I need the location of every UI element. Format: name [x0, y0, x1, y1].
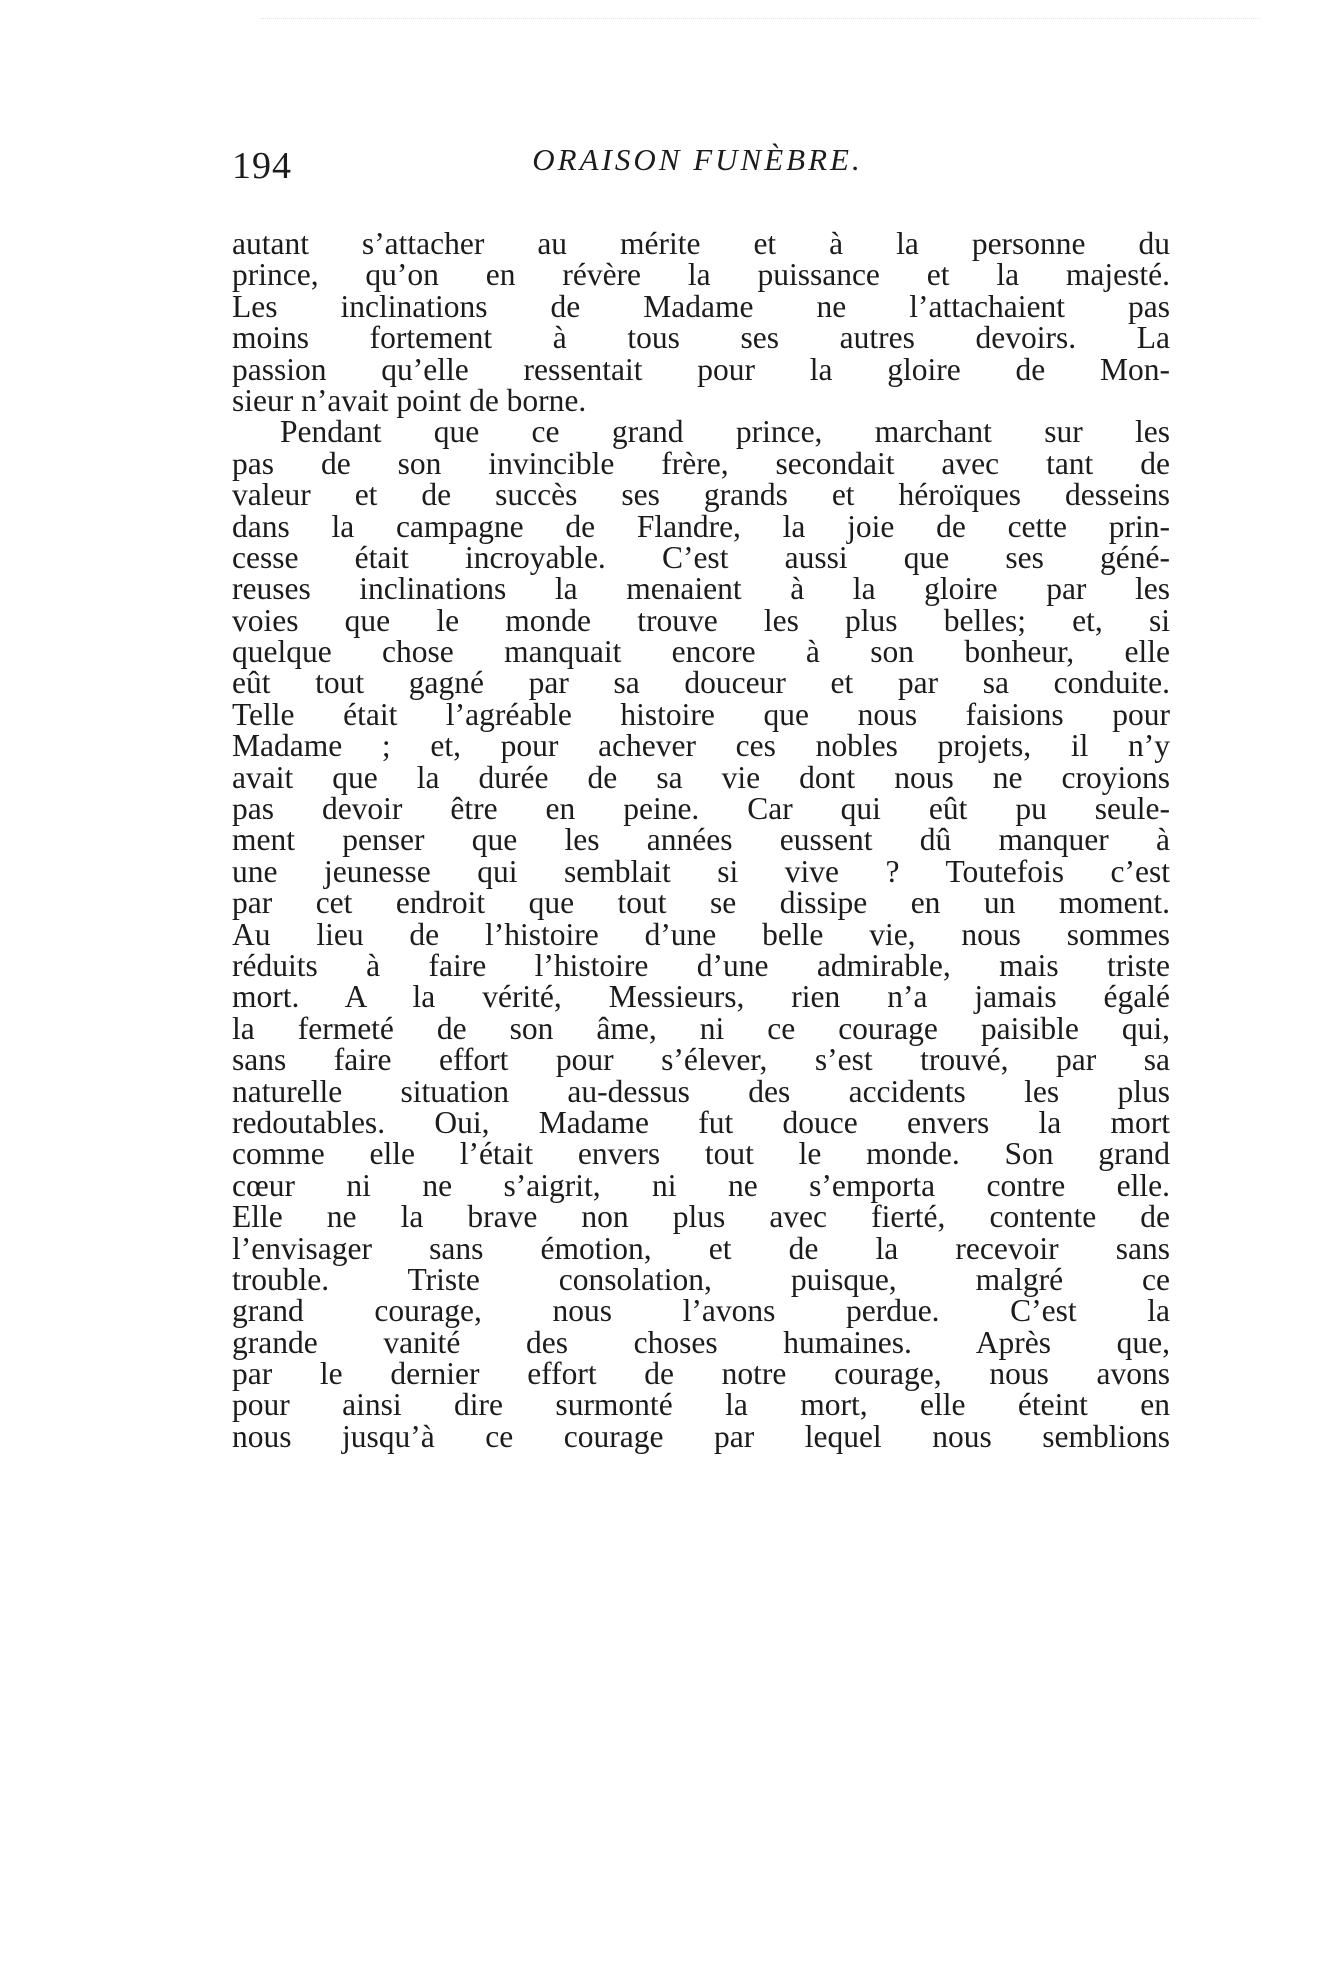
text-line: par le dernier effort de notre courage, nous avons — [232, 1356, 1170, 1392]
text-line: moins fortement à tous ses autres devoirs. La — [232, 320, 1170, 356]
text-line: Elle ne la brave non plus avec fierté, contente de — [232, 1199, 1170, 1235]
text-line: grand courage, nous l’avons perdue. C’est la — [232, 1293, 1170, 1329]
text-line: naturelle situation au-dessus des accidents les plus — [232, 1073, 1170, 1109]
text-line: autant s’attacher au mérite et à la personne du — [232, 226, 1170, 261]
running-head — [230, 138, 1165, 188]
text-line: mort. A la vérité, Messieurs, rien n’a jamais égalé — [232, 979, 1170, 1015]
scan-artifact-divider — [260, 18, 1260, 29]
text-line: voies que le monde trouve les plus belles; et, si — [232, 602, 1170, 638]
text-line: ment penser que les années eussent dû manquer à — [232, 822, 1170, 858]
text-line: Madame ; et, pour achever ces nobles projets, il n’y — [232, 728, 1170, 764]
text-line: l’envisager sans émotion, et de la recevoir sans — [232, 1230, 1170, 1266]
text-line: avait que la durée de sa vie dont nous ne croyions — [232, 759, 1170, 795]
text-line: par cet endroit que tout se dissipe en un moment. — [232, 885, 1170, 921]
text-line: quelque chose manquait encore à son bonheur, elle — [232, 634, 1170, 670]
text-line: passion qu’elle ressentait pour la gloire de Mon- — [232, 351, 1170, 387]
text-line: prince, qu’on en révère la puissance et la majesté. — [232, 257, 1170, 293]
text-line: réduits à faire l’histoire d’une admirable, mais triste — [232, 947, 1170, 983]
text-line: dans la campagne de Flandre, la joie de cette prin- — [232, 508, 1170, 544]
text-line: trouble. Triste consolation, puisque, malgré ce — [232, 1261, 1170, 1297]
text-line: pas devoir être en peine. Car qui eût pu seule- — [232, 791, 1170, 827]
page-number: 194 — [232, 145, 292, 187]
text-line: sans faire effort pour s’élever, s’est trouvé, par sa — [232, 1042, 1170, 1078]
text-line: Telle était l’agréable histoire que nous faisions pour — [232, 696, 1170, 732]
text-line: eût tout gagné par sa douceur et par sa conduite. — [232, 665, 1170, 701]
text-line: reuses inclinations la menaient à la gloire par les — [232, 571, 1170, 607]
text-line: redoutables. Oui, Madame fut douce envers la mort — [232, 1104, 1170, 1140]
text-line: comme elle l’était envers tout le monde. Son grand — [232, 1136, 1170, 1172]
text-line: cœur ni ne s’aigrit, ni ne s’emporta contre elle. — [232, 1167, 1170, 1203]
text-line: pour ainsi dire surmonté la mort, elle éteint en — [232, 1387, 1170, 1423]
text-line: cesse était incroyable. C’est aussi que ses géné- — [232, 539, 1170, 575]
text-line: sieur n’avait point de borne. — [232, 382, 587, 418]
body-text — [232, 228, 1170, 1452]
text-line: pas de son invincible frère, secondait avec tant de — [232, 445, 1170, 481]
text-line: grande vanité des choses humaines. Après que, — [232, 1324, 1170, 1360]
text-line: Au lieu de l’histoire d’une belle vie, nous sommes — [232, 916, 1170, 952]
text-line: valeur et de succès ses grands et héroïques desseins — [232, 477, 1170, 513]
text-line: nous jusqu’à ce courage par lequel nous semblions — [232, 1418, 1170, 1454]
running-title: ORAISON FUNÈBRE. — [532, 142, 863, 177]
text-line: Pendant que ce grand prince, marchant sur les — [280, 414, 1170, 450]
text-line: Les inclinations de Madame ne l’attachaient pas — [232, 288, 1170, 324]
text-line: une jeunesse qui semblait si vive ? Toutefois c’est — [232, 853, 1170, 889]
text-line: la fermeté de son âme, ni ce courage paisible qui, — [232, 1010, 1170, 1046]
